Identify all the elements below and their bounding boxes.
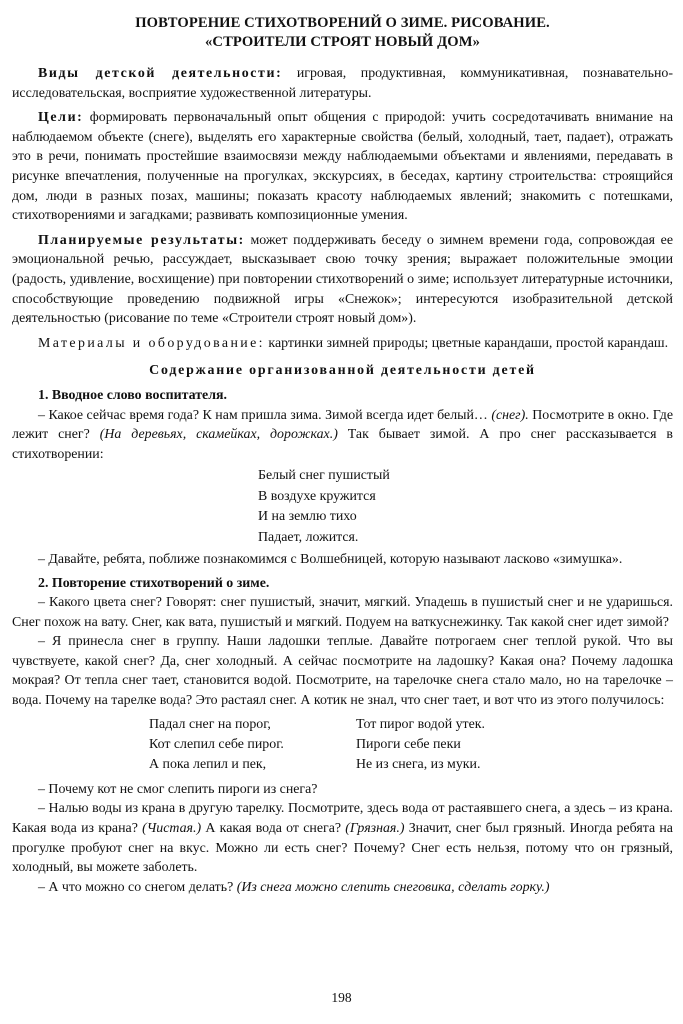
section-2-paragraph-4 — [12, 799, 673, 877]
section-2-paragraph-2: – Я принесла снег в группу. Наши ладошки теплые. Давайте потрогаем снег теплой рукой. Что вы чувствуете, какой снег? Да, снег холодный. А сейчас посмотрите на ладошку? Какая она? Почему ладошка мокрая? От тепла снег тает, становится водой. Посмотрите, на тарелочке снега стало мало, но на тарелочке – вода. Почему на тарелке вода? Это растаял снег. А котик не знал, что снег тает, и вот что из этого получилось: — [12, 634, 673, 709]
activities-label: Виды детской деятельности: — [38, 66, 283, 81]
poem-line: Пироги себе пеки — [356, 737, 461, 753]
activities-paragraph — [12, 64, 673, 103]
materials-paragraph — [12, 334, 673, 354]
s1-p1-e: Так бывает зимой. А про снег рассказывается в стихотворении: — [12, 427, 673, 462]
title-line-2: «СТРОИТЕЛИ СТРОЯТ НОВЫЙ ДОМ» — [205, 34, 480, 50]
poem-column-left — [149, 715, 356, 776]
results-text: может поддерживать беседу о зимнем времени года, сопровождая ее эмоциональной речью, рассуждает, высказывает свою точку зрения; выражает положительные эмоции (радость, удивление, восхищение) при повторении стихотворений о зиме; использует литературные источники, способствующие проведению подвижной игры «Снежок»; интересуются изобразительной детской деятельностью (рисование по теме «Строители строят новый дом»). — [12, 232, 673, 327]
title-line-1: ПОВТОРЕНИЕ СТИХОТВОРЕНИЙ О ЗИМЕ. РИСОВАНИЕ. — [135, 15, 550, 31]
section-2-paragraph-3: – Почему кот не смог слепить пироги из снега? — [38, 781, 318, 797]
results-label: Планируемые результаты: — [38, 232, 245, 248]
s1-p1-a: – Какое сейчас время года? К нам пришла зима. Зимой всегда идет белый… — [38, 407, 488, 423]
s2-p4-c: А какая вода от снега? — [205, 821, 342, 837]
results-paragraph — [12, 231, 673, 329]
materials-label: Материалы и оборудование: — [38, 335, 265, 351]
goals-paragraph — [12, 108, 673, 226]
materials-text: картинки зимней природы; цветные карандаши, простой карандаш. — [268, 335, 669, 351]
section-2-heading: 2. Повторение стихотворений о зиме. — [38, 575, 270, 591]
poem-column-right — [356, 715, 563, 776]
section-1-paragraph-2: – Давайте, ребята, поближе познакомимся с Волшебницей, которую называют ласково «зимушка». — [38, 551, 623, 567]
section-1-paragraph-1 — [12, 406, 673, 465]
activities-text: игровая, продуктивная, коммуникативная, познавательно-исследовательская, восприятие художественной литературы. — [12, 66, 673, 101]
goals-label: Цели: — [38, 110, 84, 126]
s2-p4-d: (Грязная.) — [345, 821, 405, 837]
s1-p1-b: (снег). — [491, 407, 529, 423]
poem-line: Белый снег пушистый — [258, 468, 390, 484]
poem-line: А пока лепил и пек, — [149, 757, 267, 773]
s2-p5-a: – А что можно со снегом делать? — [38, 879, 234, 895]
s1-p1-d: (На деревьях, скамейках, дорожках.) — [99, 427, 338, 443]
document-page — [12, 14, 673, 897]
s2-p4-e: Значит, снег был грязный. Иногда ребята на прогулке пробуют снег на вкус. Можно ли есть снег? Почему? Снег есть нельзя, потому что он грязный, холодный, вы можете заболеть. — [12, 821, 673, 876]
goals-text: формировать первоначальный опыт общения с природой: учить сосредотачивать внимание на наблюдаемом объекте (снеге), выделять его характерные свойства (белый, холодный, тает, падает), отражать это в речи, понимать простейшие взаимосвязи между наблюдаемыми объектами и явлениями, передавать в рисунке впечатления, полученные на прогулках, экскурсиях, в беседах, картину строительства: строящийся дом, люди в разных позах, машины; показать красоту наблюдаемых явлений; знакомить с потешками, стихотворениями и загадками; развивать композиционные умения. — [12, 110, 673, 224]
poem-line: Падал снег на порог, — [149, 716, 271, 732]
page-number: 198 — [331, 990, 352, 1005]
section-2-paragraph-1: – Какого цвета снег? Говорят: снег пушистый, значит, мягкий. Упадешь в пушистый снег и не ударишься. Снег похож на вату. Снег, как вата, пушистый и мягкий. Подуем на ваткуснежинку. Так какой снег идет зимой? — [12, 595, 673, 630]
s2-p5-b: (Из снега можно слепить снеговика, сделать горку.) — [236, 879, 550, 895]
poem-line: Падает, ложится. — [258, 529, 359, 545]
s1-p1-c: Посмотрите в окно. Где лежит снег? — [12, 407, 674, 443]
poem-line: В воздухе кружится — [258, 488, 376, 504]
poem-cat-pie — [149, 715, 673, 776]
content-heading: Содержание организованной деятельности детей — [149, 363, 536, 379]
poem-line: Кот слепил себе пирог. — [149, 737, 284, 753]
page-title — [12, 14, 673, 52]
poem-line: Тот пирог водой утек. — [356, 716, 486, 732]
section-1-heading: 1. Вводное слово воспитателя. — [38, 387, 227, 403]
s2-p4-a: – Налью воды из крана в другую тарелку. Посмотрите, здесь вода от растаявшего снега, а здесь – из крана. Какая вода из крана? — [12, 801, 673, 837]
poem-line: Не из снега, из муки. — [356, 757, 481, 773]
section-2-paragraph-5 — [12, 878, 673, 898]
poem-line: И на землю тихо — [258, 509, 357, 525]
s2-p4-b: (Чистая.) — [142, 821, 202, 837]
poem-white-snow — [258, 466, 673, 548]
